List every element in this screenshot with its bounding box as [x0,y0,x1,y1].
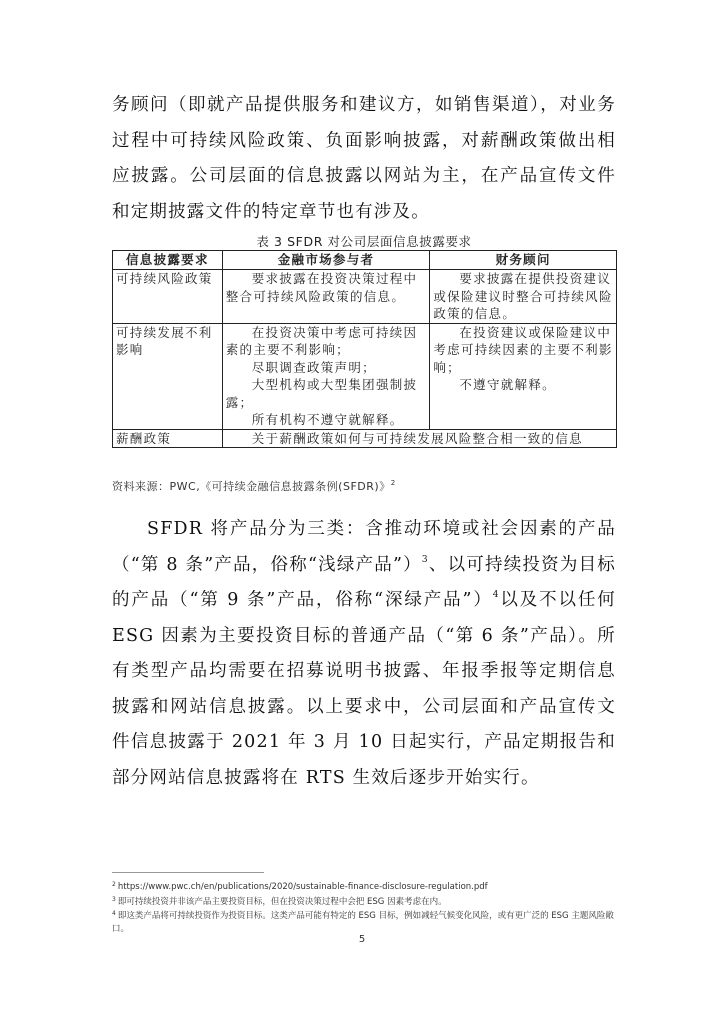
sfdr-disclosure-table [112,250,617,448]
paragraph-text: 以及不以任何 ESG 因素为主要投资目标的普通产品（“第 6 条”产品）。所有类型产品均需要在招募说明书披露、年报季报等定期信息披露和网站信息披露。以上要求中，公司层面和产品宣传文件信息披露于 2021 年 3 月 10 日起实行，产品定期报告和部分网站信息披露将在 RTS 生效后逐步开始实行。 [112,590,616,788]
cell-text: 要求披露在提供投资建议或保险建议时整合可持续风险政策的信息。 [433,271,613,321]
source-text: 资料来源：PWC,《可持续金融信息披露条例(SFDR)》 [112,480,391,493]
footnotes [112,879,618,935]
table-row [113,270,617,324]
product-classification-paragraph [112,512,616,796]
table-row [113,429,617,448]
footnote-divider [112,872,264,873]
intro-paragraph: 务顾问（即就产品提供服务和建议方，如销售渠道），对业务过程中可持续风险政策、负面影响披露，对薪酬政策做出相应披露。公司层面的信息披露以网站为主，在产品宣传文件和定期披露文件的特定章节也有涉及。 [112,95,616,222]
cell-line: 在投资建议或保险建议中考虑可持续因素的主要不利影响； [433,324,613,375]
header-disclosure-requirement: 信息披露要求 [113,251,223,270]
cell-text: 要求披露在投资决策过程中整合可持续风险政策的信息。 [225,271,418,304]
row-label: 可持续风险政策 [113,270,223,324]
footnote-ref[interactable]: 2 [390,479,396,487]
paragraph-text: 、以可持续投资为目标的产品（“第 9 条”产品，俗称“深绿产品”） [112,554,617,610]
advisor-cell [430,323,617,429]
advisor-cell [430,270,617,324]
table-row [113,323,617,429]
participant-cell [222,270,430,324]
cell-line: 大型机构或大型集团强制披露； [225,377,418,410]
table-header-row [113,251,617,270]
table-source [112,478,396,494]
header-market-participant: 金融市场参与者 [222,251,430,270]
cell-line: 不遵守就解释。 [459,377,556,392]
footnote [112,879,618,894]
footnote [112,894,618,909]
row-label: 薪酬政策 [113,429,223,448]
footnote-text: 即这类产品将可持续投资作为投资目标。这类产品可能有特定的 ESG 目标，例如减轻气候变化风险，或有更广泛的 ESG 主题风险敞口。 [112,911,614,934]
footnote-ref[interactable]: 3 [421,554,429,565]
cell-text: 关于薪酬政策如何与可持续发展风险整合相一致的信息 [251,430,583,446]
header-financial-advisor: 财务顾问 [430,251,617,270]
footnote-number: 2 [112,881,116,888]
footnote [112,908,618,935]
footnote-link[interactable]: https://www.pwc.ch/en/publications/2020/sustainable-finance-disclosure-regulation.pdf [117,882,488,892]
cell-line: 所有机构不遵守就解释。 [251,412,404,427]
row-label: 可持续发展不利影响 [113,323,223,429]
table-caption: 表 3 SFDR 对公司层面信息披露要求 [256,234,472,249]
footnote-number: 3 [112,895,116,903]
cell-line: 尽职调查政策声明； [251,359,376,375]
participant-cell [222,323,430,429]
footnote-number: 4 [112,910,116,917]
page-number: 5 [358,934,366,945]
footnote-ref[interactable]: 4 [492,590,500,600]
paragraph-text: SFDR 将产品分为三类：含推动环境或社会因素的产品（“第 8 条”产品，俗称“浅绿产品”） [112,519,616,575]
merged-cell [222,429,616,448]
cell-line: 在投资决策中考虑可持续因素的主要不利影响； [225,324,418,357]
footnote-text: 即可持续投资并非该产品主要投资目标，但在投资决策过程中会把 ESG 因素考虑在内。 [117,896,447,907]
